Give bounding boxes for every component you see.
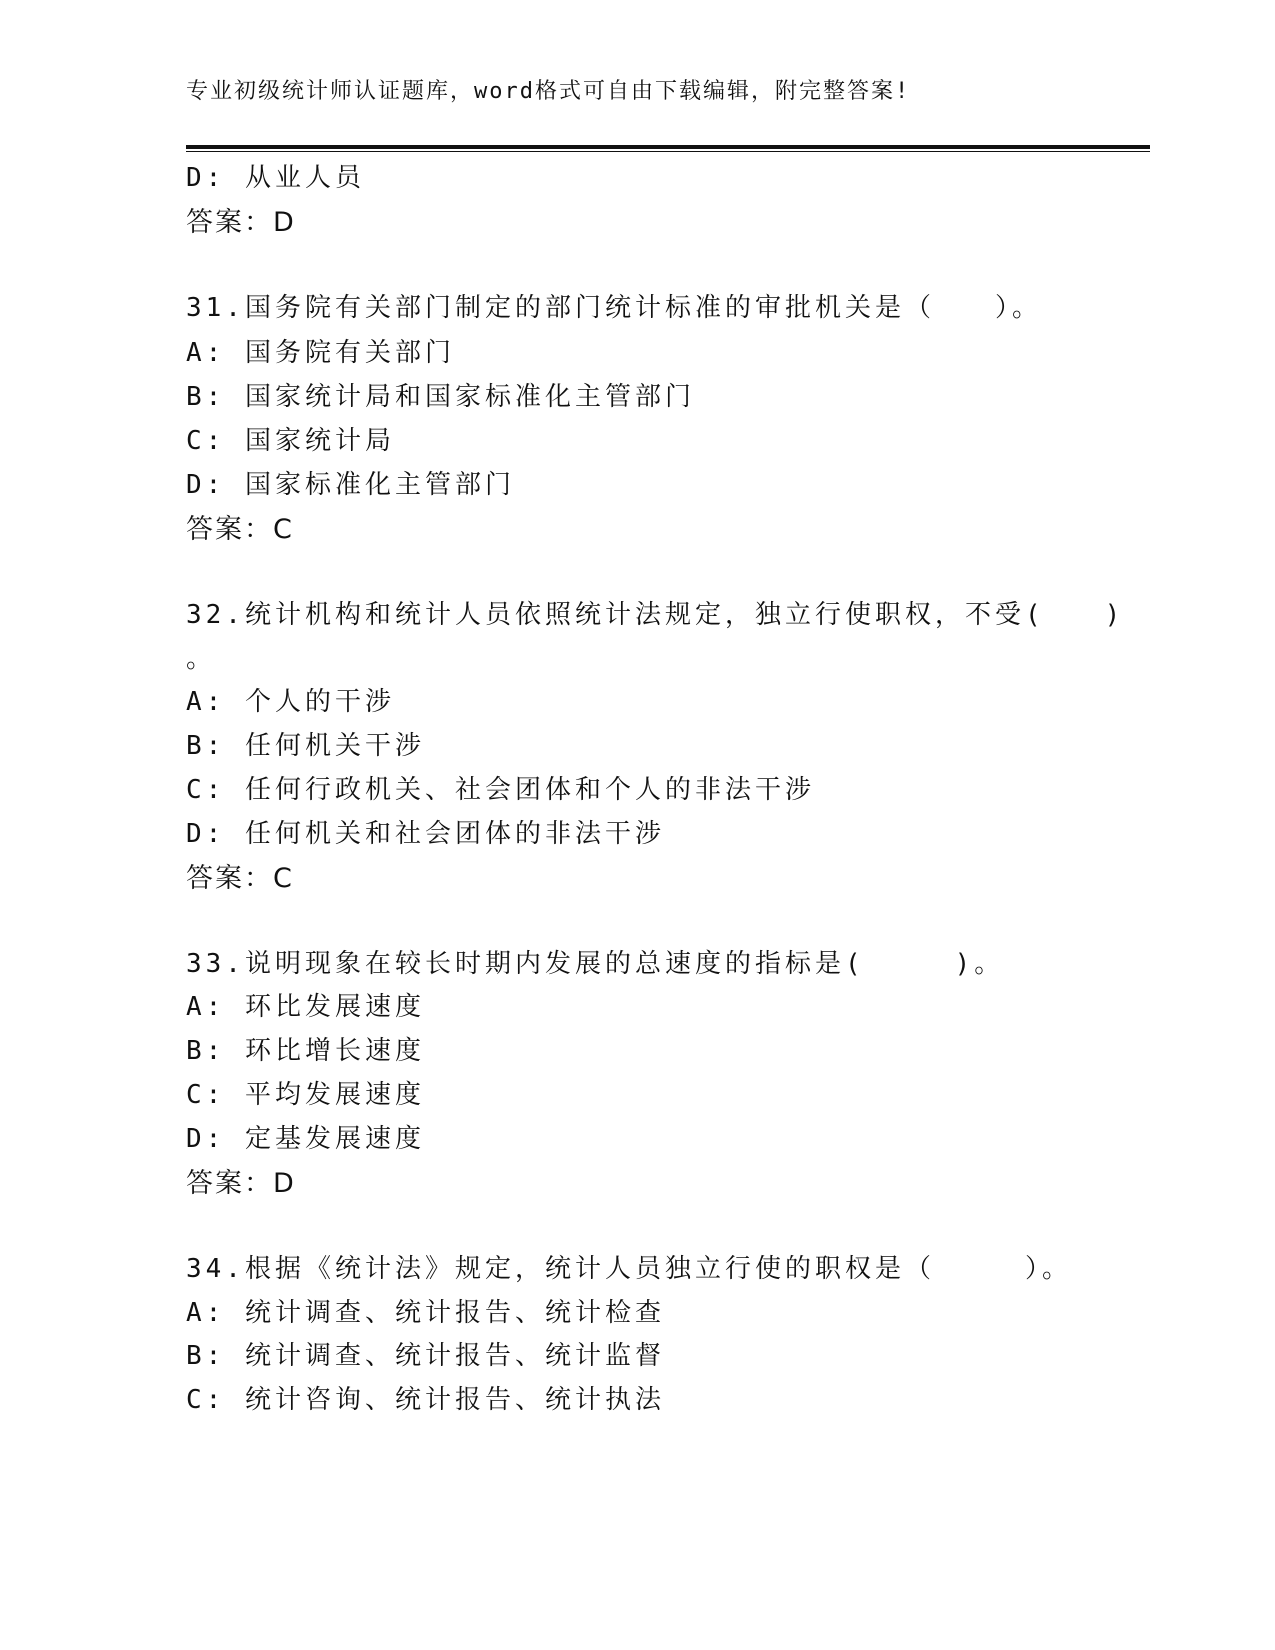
answer: 答案：D [186, 207, 296, 238]
question-33-answer: 答案：D [186, 1168, 296, 1199]
question-31-option-d: D: 国家标准化主管部门 [186, 470, 515, 500]
header-rule-thin [186, 151, 1150, 152]
question-34-option-a: A: 统计调查、统计报告、统计检查 [186, 1298, 665, 1328]
question-32-option-b: B: 任何机关干涉 [186, 731, 425, 761]
question-34-option-b: B: 统计调查、统计报告、统计监督 [186, 1341, 665, 1371]
question-31-option-b: B: 国家统计局和国家标准化主管部门 [186, 382, 695, 412]
question-32-option-c: C: 任何行政机关、社会团体和个人的非法干涉 [186, 775, 815, 805]
page-header: 专业初级统计师认证题库，word格式可自由下载编辑，附完整答案! [186, 79, 911, 104]
question-32-stem-continuation: 。 [186, 644, 217, 674]
question-34-stem: 34.根据《统计法》规定，统计人员独立行使的职权是（ ）。 [186, 1254, 1072, 1284]
question-33-option-c: C: 平均发展速度 [186, 1080, 425, 1110]
header-rule-thick [186, 145, 1150, 149]
question-32-answer: 答案：C [186, 863, 294, 894]
question-31-answer: 答案：C [186, 514, 294, 545]
question-34-option-c: C: 统计咨询、统计报告、统计执法 [186, 1385, 665, 1415]
question-32-option-a: A: 个人的干涉 [186, 687, 395, 717]
question-33-option-b: B: 环比增长速度 [186, 1036, 425, 1066]
question-33-option-a: A: 环比发展速度 [186, 992, 425, 1022]
option-d: D: 从业人员 [186, 163, 365, 193]
question-31-option-a: A: 国务院有关部门 [186, 338, 455, 368]
question-31-option-c: C: 国家统计局 [186, 426, 395, 456]
question-32-option-d: D: 任何机关和社会团体的非法干涉 [186, 819, 665, 849]
question-33-stem: 33.说明现象在较长时期内发展的总速度的指标是( )。 [186, 949, 1005, 979]
question-31-stem: 31.国务院有关部门制定的部门统计标准的审批机关是（ ）。 [186, 293, 1042, 323]
question-32-stem: 32.统计机构和统计人员依照统计法规定，独立行使职权，不受( ) [186, 600, 1125, 630]
question-33-option-d: D: 定基发展速度 [186, 1124, 425, 1154]
